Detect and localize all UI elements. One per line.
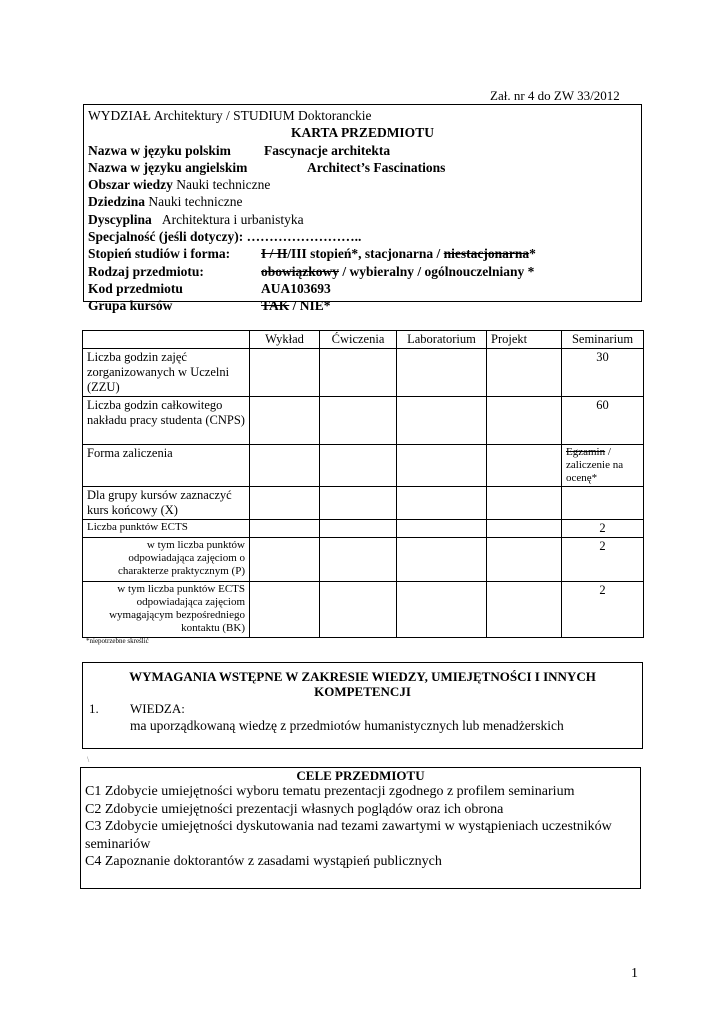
page-number: 1: [631, 966, 638, 981]
code-label: Kod przedmiotu: [88, 280, 183, 296]
cell: [320, 520, 397, 538]
row-label: Liczba godzin całkowitego nakładu pracy studenta (CNPS): [83, 397, 250, 445]
cell: [320, 582, 397, 638]
cell: [250, 349, 320, 397]
field-label: Dziedzina: [88, 194, 145, 210]
table-row: [83, 397, 644, 445]
area-line: [88, 176, 637, 193]
table-row: [83, 582, 644, 638]
card-title: KARTA PRZEDMIOTU: [291, 125, 434, 141]
cell: [487, 349, 562, 397]
requirements-text: ma uporządkowaną wiedzę z przedmiotów humanistycznych lub menadżerskich: [130, 718, 564, 733]
cell: [397, 538, 487, 582]
name-en-bold: Architect’s: [307, 159, 370, 175]
faculty-line: WYDZIAŁ Architektury / STUDIUM Doktoranckie: [88, 108, 372, 123]
level-end: *: [529, 246, 536, 262]
group-line: [88, 297, 637, 314]
level-strike: I / II: [261, 246, 288, 262]
code-value: AUA103693: [261, 280, 331, 296]
seminar-value: 30: [562, 349, 644, 397]
name-pl-value: Fascynacje architekta: [264, 142, 391, 158]
header-project: Projekt: [487, 331, 562, 349]
goal-c3: C3 Zdobycie umiejętności dyskutowania nad tezami zawartymi w wystąpieniach uczestników seminariów: [85, 819, 612, 852]
name-pl-line: [88, 142, 637, 159]
header-exercises: Ćwiczenia: [320, 331, 397, 349]
area-label: Obszar wiedzy: [88, 177, 173, 193]
cell: [487, 487, 562, 520]
row-label: Liczba punktów ECTS: [83, 520, 250, 538]
cell: [397, 445, 487, 487]
cell: [397, 349, 487, 397]
seminar-value: 2: [562, 582, 644, 638]
goal-c4: C4 Zapoznanie doktorantów z zasadami wystąpień publicznych: [85, 854, 442, 869]
level-value: [261, 245, 536, 262]
cell: [397, 582, 487, 638]
header-seminar: Seminarium: [562, 331, 644, 349]
type-strike: obowiązkowy: [261, 263, 340, 279]
cell: [250, 582, 320, 638]
name-en-rest: Fascinations: [373, 159, 446, 175]
assessment-rest: / zaliczenie na ocenę*: [566, 446, 624, 484]
stray-mark: \: [87, 755, 90, 764]
goal-c2: C2 Zdobycie umiejętności prezentacji własnych poglądów oraz ich obrona: [85, 801, 504, 817]
name-pl-label: Nazwa w języku polskim: [88, 142, 231, 158]
requirements-box: [82, 662, 643, 749]
assessment-strike: Egzamin: [566, 446, 606, 458]
field-line: [88, 193, 637, 210]
level-line: [88, 245, 637, 262]
cell: [397, 397, 487, 445]
type-label: Rodzaj przedmiotu:: [88, 263, 204, 279]
cell: [397, 520, 487, 538]
cell: [487, 520, 562, 538]
group-rest: / NIE*: [289, 298, 331, 314]
discipline-line: [88, 211, 637, 228]
attachment-note: Zał. nr 4 do ZW 33/2012: [490, 88, 620, 103]
seminar-value: 2: [562, 520, 644, 538]
discipline-value: Architektura i urbanistyka: [161, 211, 304, 227]
row-label: w tym liczba punktów ECTS odpowiadająca zajęciom wymagającym bezpośredniego kontaktu (BK): [83, 582, 250, 638]
cell: [487, 582, 562, 638]
header-empty-cell: [83, 331, 250, 349]
table-row: [83, 538, 644, 582]
requirements-number: 1.: [89, 701, 99, 716]
table-header-row: [83, 331, 644, 349]
group-strike: TAK: [261, 298, 290, 314]
group-value: [261, 297, 331, 314]
specialty-label: Specjalność (jeśli dotyczy):: [88, 229, 244, 245]
cell: [320, 397, 397, 445]
cell: [487, 538, 562, 582]
level-mid: /III stopień*, stacjonarna /: [287, 246, 444, 262]
header-laboratory: Laboratorium: [397, 331, 487, 349]
requirements-item: [83, 701, 642, 718]
cell: [250, 445, 320, 487]
cell: [250, 520, 320, 538]
discipline-label: Dyscyplina: [88, 211, 152, 227]
cell: [487, 397, 562, 445]
course-card-box: [83, 104, 642, 314]
cell: [320, 445, 397, 487]
footnote: *niepotrzebne skreślić: [86, 637, 149, 645]
specialty-line: [88, 228, 637, 245]
seminar-assessment: [562, 445, 644, 487]
cell: [250, 487, 320, 520]
cell: [250, 397, 320, 445]
cell: [397, 487, 487, 520]
seminar-value: [562, 487, 644, 520]
code-line: [88, 280, 637, 297]
goals-title: CELE PRZEDMIOTU: [296, 768, 425, 783]
name-en-line: [88, 159, 637, 176]
goal-c1: C1 Zdobycie umiejętności wyboru tematu prezentacji zgodnego z profilem seminarium: [85, 784, 575, 799]
hours-table: [82, 330, 644, 638]
table-row: [83, 487, 644, 520]
cell: [320, 538, 397, 582]
type-line: [88, 263, 637, 280]
requirements-title: WYMAGANIA WSTĘPNE W ZAKRESIE WIEDZY, UMIEJĘTNOŚCI I INNYCH KOMPETENCJI: [129, 669, 596, 699]
goals-box: [80, 767, 641, 889]
level-label: Stopień studiów i forma:: [88, 246, 231, 262]
requirements-heading: WIEDZA:: [130, 701, 185, 716]
level-strike-2: niestacjonarna: [443, 246, 530, 262]
name-en-value: [307, 159, 445, 176]
name-en-label: Nazwa w języku angielskim: [88, 159, 248, 175]
area-value: Nauki techniczne: [176, 177, 271, 193]
cell: [250, 538, 320, 582]
cell: [487, 445, 562, 487]
row-label: Forma zaliczenia: [83, 445, 250, 487]
table-row: [83, 520, 644, 538]
row-label: w tym liczba punktów odpowiadająca zajęciom o charakterze praktycznym (P): [83, 538, 250, 582]
specialty-value: ……………………..: [246, 229, 362, 245]
cell: [320, 487, 397, 520]
table-row: [83, 445, 644, 487]
row-label: Liczba godzin zajęć zorganizowanych w Uczelni (ZZU): [83, 349, 250, 397]
type-rest: / wybieralny / ogólnouczelniany *: [339, 263, 535, 279]
group-label: Grupa kursów: [88, 298, 173, 314]
table-row: [83, 349, 644, 397]
row-label: Dla grupy kursów zaznaczyć kurs końcowy (X): [83, 487, 250, 520]
seminar-value: 60: [562, 397, 644, 445]
header-lecture: Wykład: [250, 331, 320, 349]
seminar-value: 2: [562, 538, 644, 582]
type-value: [261, 263, 534, 280]
field-value: Nauki techniczne: [148, 194, 243, 210]
cell: [320, 349, 397, 397]
